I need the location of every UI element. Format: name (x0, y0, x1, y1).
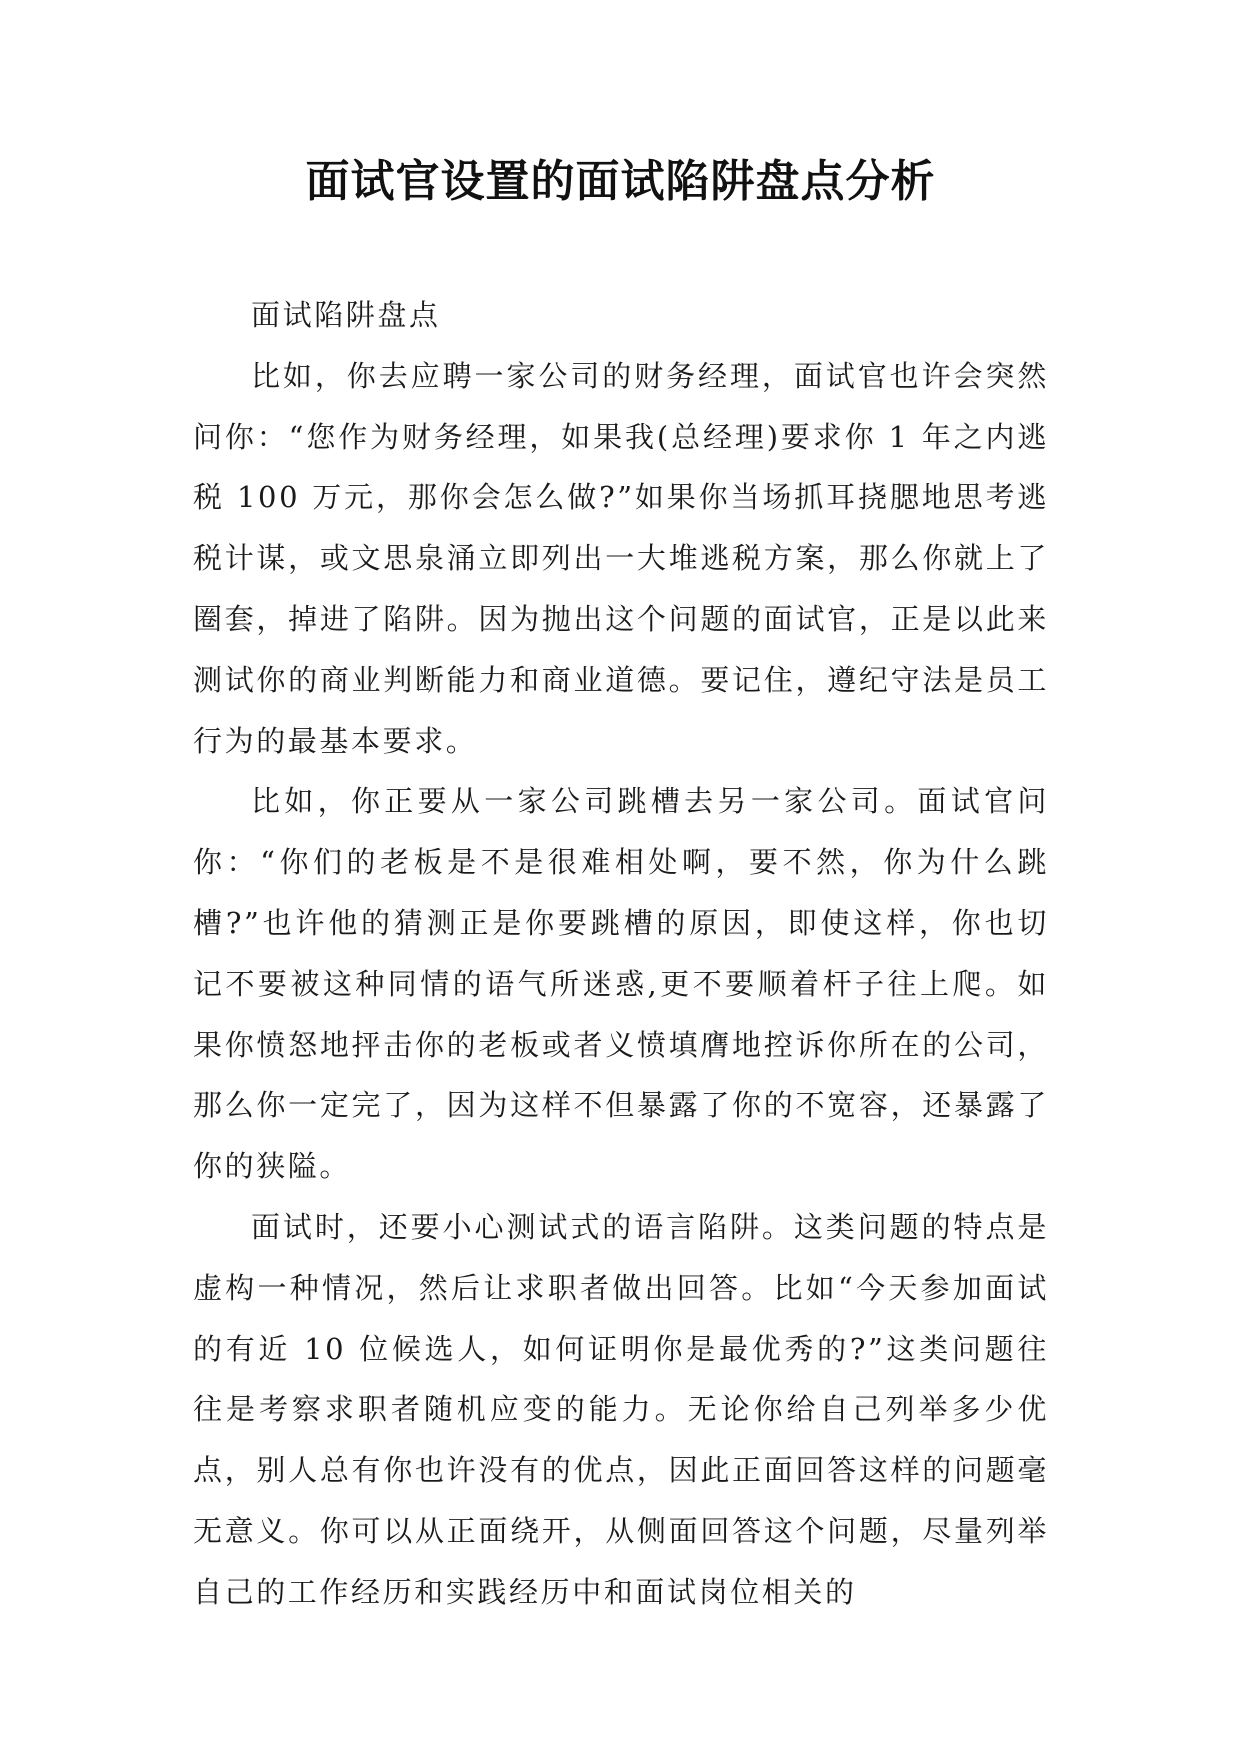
paragraph-hypothetical-trap: 面试时，还要小心测试式的语言陷阱。这类问题的特点是虚构一种情况，然后让求职者做出回答。比如“今天参加面试的有近 10 位候选人，如何证明你是最优秀的?”这类问题往往是考察求职者随机应变的能力。无论你给自己列举多少优点，别人总有你也许没有的优点，因此正面回答这样的问题毫无意义。你可以从正面绕开，从侧面回答这个问题，尽量列举自己的工作经历和实践经历中和面试岗位相关的 (193, 1209, 1049, 1609)
paragraph-tax-evasion-trap: 比如，你去应聘一家公司的财务经理，面试官也许会突然问你：“您作为财务经理，如果我(总经理)要求你 1 年之内逃税 100 万元，那你会怎么做?”如果你当场抓耳挠腮地思考逃税计谋，或文思泉涌立即列出一大堆逃税方案，那么你就上了圈套，掉进了陷阱。因为抛出这个问题的面试官，正是以此来测试你的商业判断能力和商业道德。要记住，遵纪守法是员工行为的最基本要求。 (193, 358, 1049, 758)
paragraph-boss-trap: 比如，你正要从一家公司跳槽去另一家公司。面试官问你：“你们的老板是不是很难相处啊，要不然，你为什么跳槽?”也许他的猜测正是你要跳槽的原因，即使这样，你也切记不要被这种同情的语气所迷惑,更不要顺着杆子往上爬。如果你愤怒地抨击你的老板或者义愤填膺地控诉你所在的公司，那么你一定完了，因为这样不但暴露了你的不宽容，还暴露了你的狭隘。 (193, 784, 1049, 1184)
document-body (193, 285, 1049, 1623)
paragraph-section-heading: 面试陷阱盘点 (251, 298, 441, 332)
document-title: 面试官设置的面试陷阱盘点分析 (305, 156, 936, 207)
